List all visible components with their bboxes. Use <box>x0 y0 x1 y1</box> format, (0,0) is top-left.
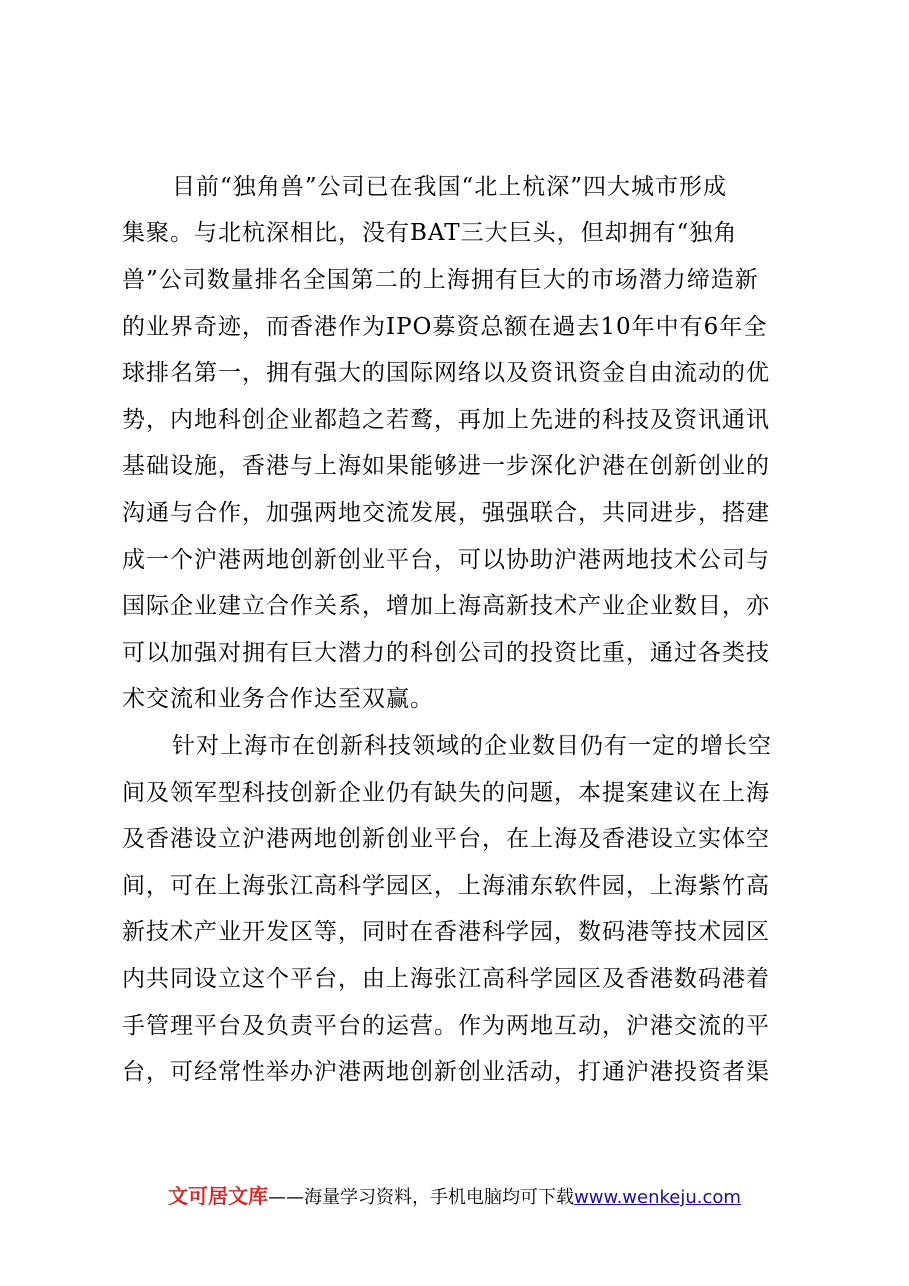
paragraph-2-line-2: 间及领军型科技创新企业仍有缺失的问题，本提案建议在上海 <box>122 780 770 806</box>
paragraph-1-line-1: 目前“独角兽”公司已在我国“北上杭深”四大城市形成 <box>172 174 728 200</box>
paragraph-2-line-5: 新技术产业开发区等，同时在香港科学园，数码港等技术园区 <box>122 919 770 945</box>
footer-slogan: ——海量学习资料，手机电脑均可下载 <box>268 1187 575 1208</box>
footer <box>0 1180 909 1209</box>
paragraph-2-line-7: 手管理平台及负责平台的运营。作为两地互动，沪港交流的平 <box>122 1013 770 1039</box>
paragraph-1-line-12: 术交流和业务合作达至双赢。 <box>122 686 434 712</box>
paragraph-1-line-4: 的业界奇迹，而香港作为IPO募资总额在過去10年中有6年全 <box>122 314 768 340</box>
paragraph-2-line-4: 间，可在上海张江高科学园区，上海浦东软件园，上海紫竹高 <box>122 873 770 899</box>
paragraph-1-line-8: 沟通与合作，加强两地交流发展，强强联合，共同进步，搭建 <box>122 500 770 526</box>
paragraph-2-line-1: 针对上海市在创新科技领域的企业数目仍有一定的增长空 <box>172 733 772 759</box>
footer-link[interactable]: www.wenkeju.com <box>574 1187 741 1208</box>
paragraph-2-line-8: 台，可经常性举办沪港两地创新创业活动，打通沪港投资者渠 <box>122 1059 770 1085</box>
paragraph-1-line-9: 成一个沪港两地创新创业平台，可以协助沪港两地技术公司与 <box>122 547 770 573</box>
paragraph-1-line-11: 可以加强对拥有巨大潜力的科创公司的投资比重，通过各类技 <box>122 640 770 666</box>
paragraph-1-line-6: 势，内地科创企业都趋之若鹜，再加上先进的科技及资讯通讯 <box>122 407 770 433</box>
paragraph-1-line-7: 基础设施，香港与上海如果能够进一步深化沪港在创新创业的 <box>122 453 770 479</box>
paragraph-1-line-2: 集聚。与北杭深相比，没有BAT三大巨头，但却拥有“独角 <box>122 220 738 246</box>
brand-name: 文可居文库 <box>168 1184 269 1208</box>
paragraph-1-line-5: 球排名第一，拥有强大的国际网络以及资讯资金自由流动的优 <box>122 360 770 386</box>
paragraph-2-line-6: 内共同设立这个平台，由上海张江高科学园区及香港数码港着 <box>122 966 770 992</box>
paragraph-2-line-3: 及香港设立沪港两地创新创业平台，在上海及香港设立实体空 <box>122 826 770 852</box>
paragraph-1-line-3: 兽”公司数量排名全国第二的上海拥有巨大的市场潜力缔造新 <box>122 267 759 293</box>
paragraph-1-line-10: 国际企业建立合作关系，增加上海高新技术产业企业数目，亦 <box>122 593 770 619</box>
